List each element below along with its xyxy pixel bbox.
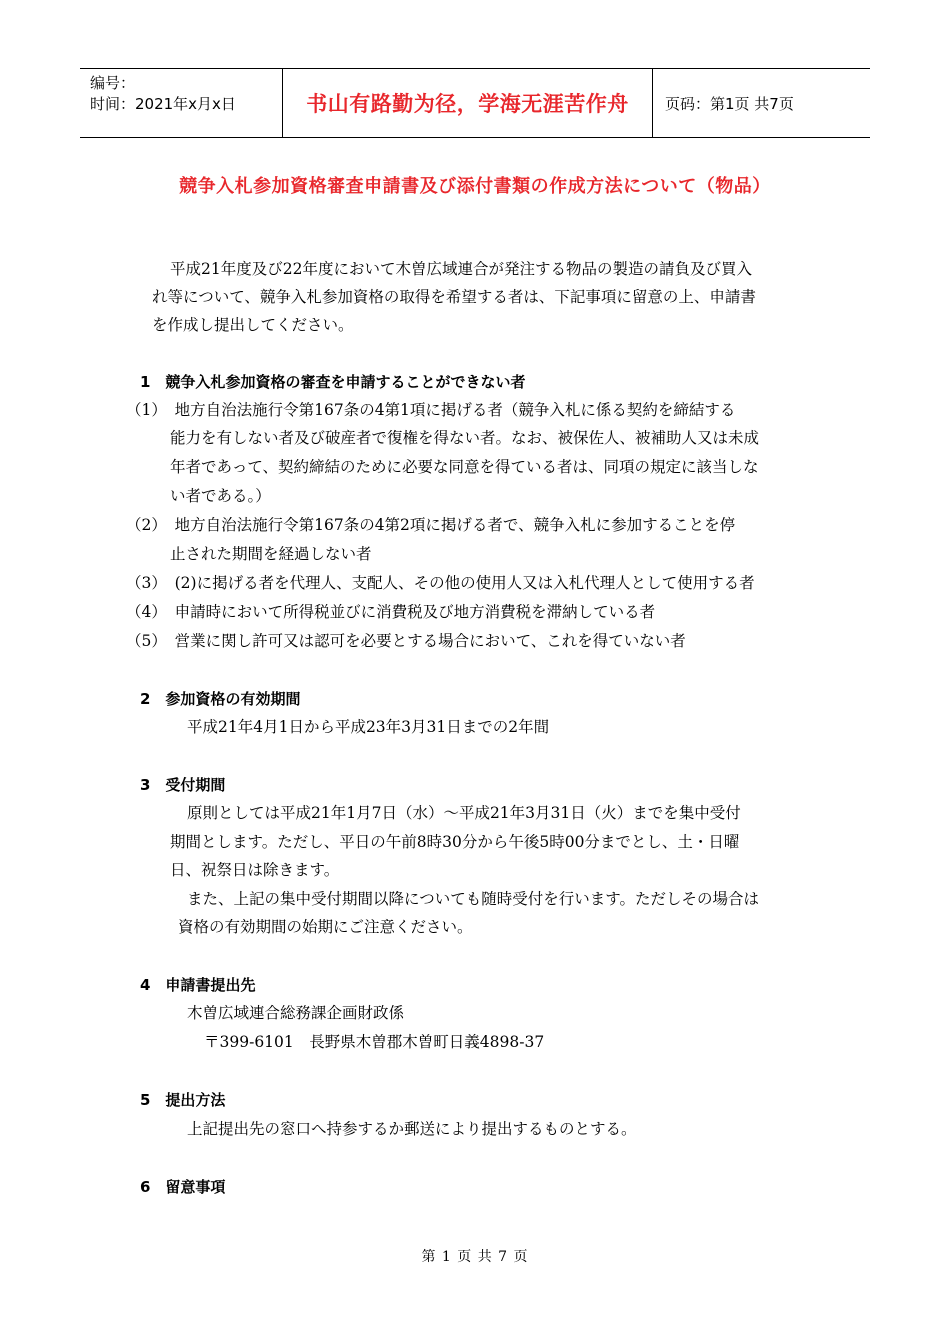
section-heading: 6 留意事項 — [140, 1178, 226, 1196]
list-item: い者である。） — [170, 487, 271, 505]
section-body: 資格の有効期間の始期にご注意ください。 — [178, 918, 473, 936]
section-heading: 2 参加資格の有効期間 — [140, 690, 301, 708]
list-item: （3） (2)に掲げる者を代理人、支配人、その他の使用人又は入札代理人として使用する者 — [126, 574, 755, 592]
intro-line: 平成21年度及び22年度において木曽広域連合が発注する物品の製造の請負及び買入 — [170, 260, 752, 278]
list-item: 止された期間を経過しない者 — [170, 545, 372, 563]
address-line: 〒399-6101 長野県木曽郡木曽町日義4898-37 — [204, 1033, 545, 1051]
section-body: また、上記の集中受付期間以降についても随時受付を行います。ただしその場合は — [187, 890, 759, 908]
intro-line: れ等について、競争入札参加資格の取得を希望する者は、下記事項に留意の上、申請書 — [152, 288, 756, 306]
section-heading: 1 競争入札参加資格の審査を申請することができない者 — [140, 373, 526, 391]
motto-text: 书山有路勤为径，学海无涯苦作舟 — [306, 92, 629, 116]
list-item: （2） 地方自治法施行令第167条の4第2項に掲げる者で、競争入札に参加することを停 — [126, 516, 736, 534]
list-item: （1） 地方自治法施行令第167条の4第1項に掲げる者（競争入札に係る契約を締結する — [126, 401, 736, 419]
section-body: 平成21年4月1日から平成23年3月31日までの2年間 — [187, 718, 550, 736]
list-item: 能力を有しない者及び破産者で復権を得ない者。なお、被保佐人、被補助人又は未成 — [170, 429, 760, 447]
time-label: 时间：2021年x月x日 — [90, 95, 236, 113]
list-item: 年者であって、契約締結のために必要な同意を得ている者は、同項の規定に該当しな — [170, 458, 759, 476]
section-heading: 4 申請書提出先 — [140, 976, 256, 994]
section-body: 木曽広域連合総務課企画財政係 — [187, 1004, 405, 1022]
page-footer: 第 1 页 共 7 页 — [421, 1249, 529, 1265]
page-number-label: 页码：第1页 共7页 — [665, 94, 794, 113]
number-label: 编号： — [90, 74, 136, 92]
header-motto-cell — [282, 69, 653, 137]
intro-line: を作成し提出してください。 — [152, 316, 354, 334]
header-table — [80, 68, 870, 138]
section-body: 日、祝祭日は除きます。 — [170, 861, 340, 879]
section-heading: 3 受付期間 — [140, 776, 226, 794]
list-item: （5） 営業に関し許可又は認可を必要とする場合において、これを得ていない者 — [126, 632, 686, 650]
section-heading: 5 提出方法 — [140, 1091, 226, 1109]
section-body: 期間とします。ただし、平日の午前8時30分から午後5時00分までとし、土・日曜 — [170, 833, 740, 851]
document-title: 競争入札参加資格審査申請書及び添付書類の作成方法について（物品） — [179, 176, 771, 197]
list-item: （4） 申請時において所得税並びに消費税及び地方消費税を滞納している者 — [126, 603, 656, 621]
section-body: 上記提出先の窓口へ持参するか郵送により提出するものとする。 — [187, 1120, 637, 1138]
header-meta — [80, 69, 282, 137]
section-body: 原則としては平成21年1月7日（水）～平成21年3月31日（火）までを集中受付 — [187, 804, 741, 822]
